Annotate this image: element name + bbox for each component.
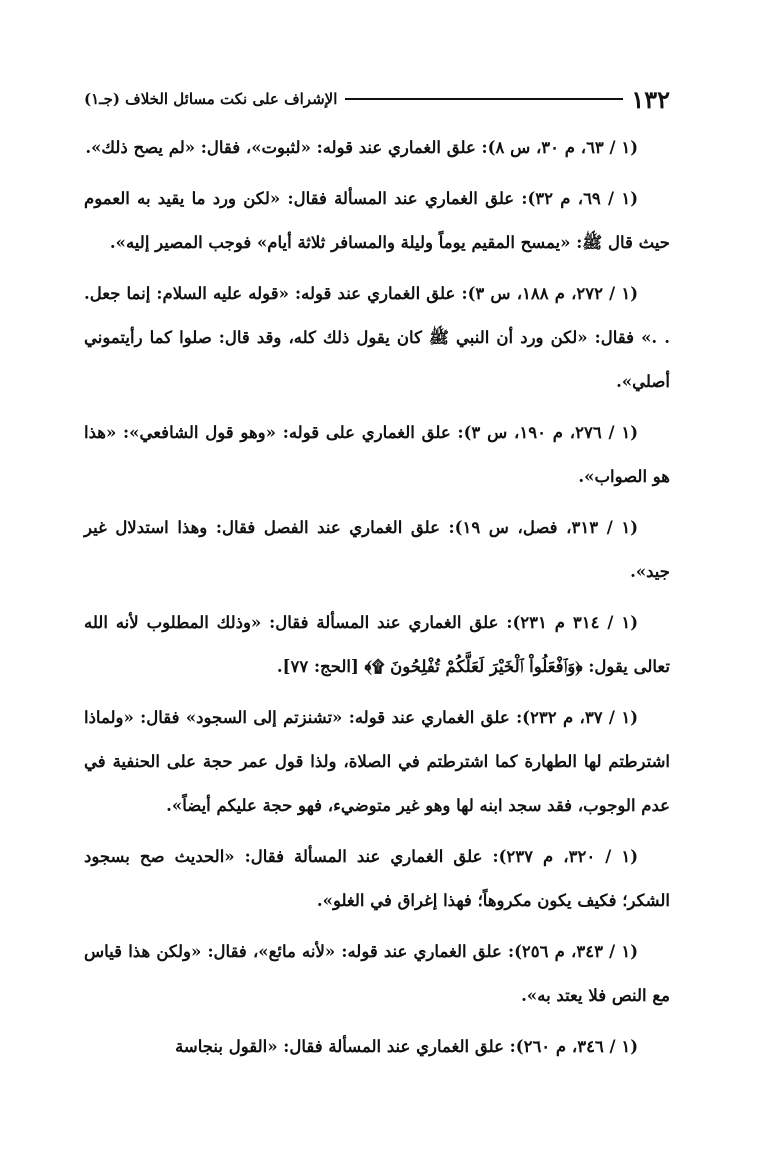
entry-paragraph: (١ / ٣٧، م ٢٣٢): علق الغماري عند قوله: «تشنزتم إلى السجود» فقال: «ولماذا اشترطتم لها الطهارة كما اشترطتم في الصلاة، ولذا قول عمر حجة على الحنفية في عدم الوجوب، فقد سجد ابنه لها وهو غير متوضيء، فهو حجة عليكم أيضاً». (84, 708, 670, 815)
entry-paragraph: (١ / ٣٤٦، م ٢٦٠): علق الغماري عند المسألة فقال: «القول بنجاسة (175, 1037, 638, 1056)
header-rule (345, 98, 623, 100)
entry-paragraph: (١ / ٦٩، م ٣٢): علق الغماري عند المسألة فقال: «لكن ورد ما يقيد به العموم حيث قال ﷺ: «يمسح المقيم يوماً وليلة والمسافر ثلاثة أيام» فوجب المصير إليه». (84, 189, 670, 252)
running-title: الإشراف على نكت مسائل الخلاف (جـ١) (84, 90, 338, 108)
entry-paragraph: (١ / ٣٤٣، م ٢٥٦): علق الغماري عند قوله: «لأنه مائع»، فقال: «ولكن هذا قياس مع النص فلا يعتد به». (84, 942, 670, 1005)
page-number: ١٣٢ (631, 84, 670, 114)
page-header (84, 84, 670, 114)
entry-paragraph: (١ / ٢٧٦، م ١٩٠، س ٣): علق الغماري على قوله: «وهو قول الشافعي»: «هذا هو الصواب». (84, 423, 670, 486)
entry-paragraph: (١ / ٦٣، م ٣٠، س ٨): علق الغماري عند قوله: «لثبوت»، فقال: «لم يصح ذلك». (85, 138, 638, 157)
entry-paragraph: (١ / ٣١٤ م ٢٣١): علق الغماري عند المسألة فقال: «وذلك المطلوب لأنه الله تعالى يقول: ﴿وَٱفْعَلُواْ ٱلْخَيْرَ لَعَلَّكُمْ تُفْلِحُونَ ۩﴾ [الحج: ٧٧]. (84, 613, 670, 676)
entry-paragraph: (١ / ٣٢٠، م ٢٣٧): علق الغماري عند المسألة فقال: «الحديث صح بسجود الشكر؛ فكيف يكون مكروهاً؛ فهذا إغراق في الغلو». (84, 847, 670, 910)
entry-paragraph: (١ / ٣١٣، فصل، س ١٩): علق الغماري عند الفصل فقال: وهذا استدلال غير جيد». (84, 518, 670, 581)
page-body (84, 126, 670, 1076)
entry-paragraph: (١ / ٢٧٢، م ١٨٨، س ٣): علق الغماري عند قوله: «قوله عليه السلام: إنما جعل. . .» فقال: «لكن ورد أن النبي ﷺ كان يقول ذلك كله، وقد قال: صلوا كما رأيتموني أصلي». (84, 284, 670, 391)
